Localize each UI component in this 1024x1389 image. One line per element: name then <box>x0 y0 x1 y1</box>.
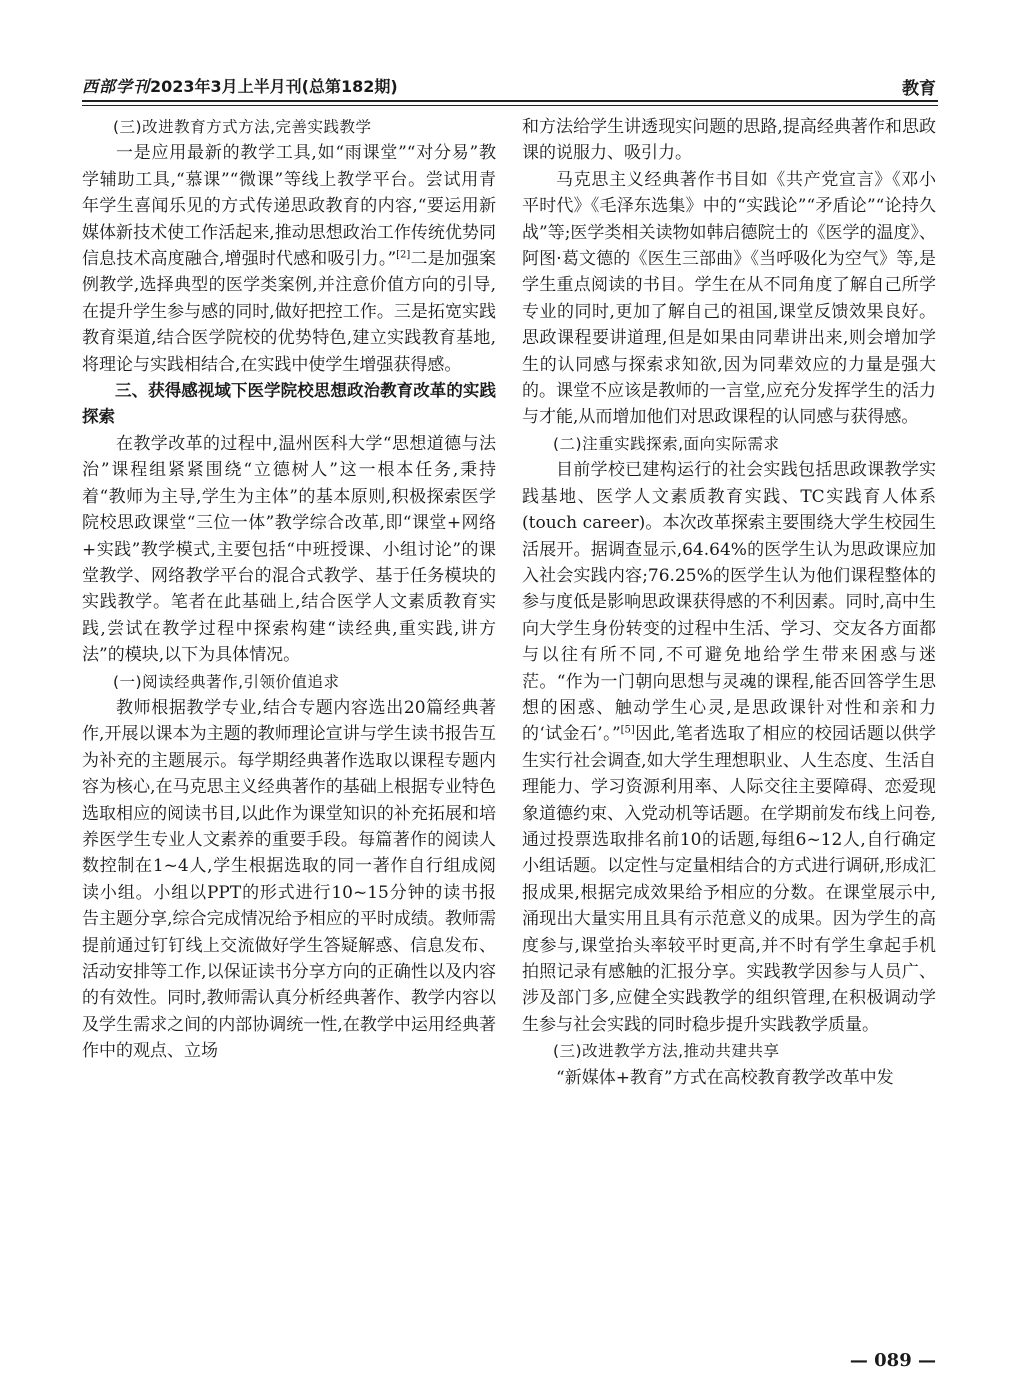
subheading: (一)阅读经典著作,引领价值追求 <box>113 672 340 691</box>
header-rule-thin <box>82 105 938 106</box>
paragraph: 在教学改革的过程中,温州医科大学“思想道德与法治”课程组紧紧围绕“立德树人”这一根本任务,秉持着“教师为主导,学生为主体”的基本原则,积极探索医学院校思政课堂“三位一体”教学综合改革,即“课堂+网络+实践”教学模式,主要包括“中班授课、小组讨论”的课堂教学、网络教学平台的混合式教学、基于任务模块的实践教学。笔者在此基础上,结合医学人文素质教育实践,尝试在教学过程中探索构建“读经典,重实践,讲方法”的模块,以下为具体情况。 <box>82 433 496 666</box>
citation: [2] <box>396 249 411 261</box>
running-header <box>82 70 938 102</box>
paragraph: 和方法给学生讲透现实问题的思路,提高经典著作和思政课的说服力、吸引力。 <box>522 117 936 164</box>
header-rule-thick <box>82 100 938 102</box>
journal-title <box>82 74 398 97</box>
paragraph: 教师根据教学专业,结合专题内容选出20篇经典著作,开展以课本为主题的教师理论宣讲与学生读书报告互为补充的主题展示。每学期经典著作选取以课程专题内容为核心,在马克思主义经典著作的基础上根据专业特色选取相应的阅读书目,以此作为课堂知识的补充拓展和培养医学生专业人文素养的重要手段。每篇著作的阅读人数控制在1~4人,学生根据选取的同一著作自行组成阅读小组。小组以PPT的形式进行10~15分钟的读书报告主题分享,综合完成情况给予相应的平时成绩。教师需提前通过钉钉线上交流做好学生答疑解惑、信息发布、活动安排等工作,以保证读书分享方向的正确性以及内容的有效性。同时,教师需认真分析经典著作、教学内容以及学生需求之间的内部协调统一性,在教学中运用经典著作中的观点、立场 <box>82 697 496 1062</box>
right-column <box>522 114 936 1091</box>
section-label: 教育 <box>902 79 936 99</box>
paragraph-text: 因此,笔者选取了相应的校园话题以供学生实行社会调查,如大学生理想职业、人生态度、生活自理能力、学习资源利用率、人际交往主要障碍、恋爱现象道德约束、入党动机等话题。在学期前发布线上问卷,通过投票选取排名前10的话题,每组6~12人,自行确定小组话题。以定性与定量相结合的方式进行调研,形成汇报成果,根据完成效果给予相应的分数。在课堂展示中,涌现出大量实用且具有示范意义的成果。因为学生的高度参与,课堂抬头率较平时更高,并不时有学生拿起手机拍照记录有感触的汇报分享。实践教学因参与人员广、涉及部门多,应健全实践教学的组织管理,在积极调动学生参与社会实践的同时稳步提升实践教学质量。 <box>522 724 936 1035</box>
citation: [5] <box>620 724 635 736</box>
subheading: (三)改进教育方式方法,完善实践教学 <box>113 118 372 136</box>
section-heading: 三、获得感视域下医学院校思想政治教育改革的实践探索 <box>82 381 496 427</box>
paragraph-text: 一是应用最新的教学工具,如“雨课堂”“对分易”教学辅助工具,“慕课”“微课”等线上教学平台。尝试用青年学生喜闻乐见的方式传递思政教育的内容,“要运用新媒体新技术使工作活起来,推动思想政治工作传统优势同信息技术高度融合,增强时代感和吸引力。” <box>82 143 496 270</box>
page-number: — 089 — <box>849 1350 936 1371</box>
journal-logo: 西部学刊 <box>82 77 151 96</box>
subheading: (三)改进教学方法,推动共建共享 <box>553 1042 780 1061</box>
left-column <box>82 114 496 1065</box>
subheading: (二)注重实践探索,面向实际需求 <box>553 434 780 453</box>
paragraph-text: 目前学校已建构运行的社会实践包括思政课教学实践基地、医学人文素质教育实践、TC实践育人体系(touch career)。本次改革探索主要围绕大学生校园生活展开。据调查显示,64.64%的医学生认为思政课应加入社会实践内容;76.25%的医学生认为他们课程整体的参与度低是影响思政课获得感的不利因素。同时,高中生向大学生身份转变的过程中生活、学习、交友各方面都与以往有所不同,不可避免地给学生带来困惑与迷茫。“作为一门朝向思想与灵魂的课程,能否回答学生思想的困惑、触动学生心灵,是思政课针对性和亲和力的‘试金石’。” <box>522 460 936 745</box>
paragraph: 马克思主义经典著作书目如《共产党宣言》《邓小平时代》《毛泽东选集》中的“实践论”“矛盾论”“论持久战”等;医学类相关读物如韩启德院士的《医学的温度》、阿图·葛文德的《医生三部曲》《当呼吸化为空气》等,是学生重点阅读的书目。学生在从不同角度了解自己所学专业的同时,更加了解自己的祖国,课堂反馈效果良好。思政课程要讲道理,但是如果由同辈讲出来,则会增加学生的认同感与探索求知欲,因为同辈效应的力量是强大的。课堂不应该是教师的一言堂,应充分发挥学生的活力与才能,从而增加他们对思政课程的认同感与获得感。 <box>522 169 936 428</box>
issue-info: 2023年3月上半月刊(总第182期) <box>150 77 398 96</box>
paragraph: “新媒体+教育”方式在高校教育教学改革中发 <box>556 1067 894 1088</box>
paragraph-text: 二是加强案例教学,选择典型的医学类案例,并注意价值方向的引导,在提升学生参与感的同时,做好把控工作。三是拓宽实践教育渠道,结合医学院校的优势特色,建立实践教育基地,将理论与实践相结合,在实践中使学生增强获得感。 <box>82 249 496 375</box>
paragraph <box>82 140 496 378</box>
paragraph <box>522 457 936 1038</box>
